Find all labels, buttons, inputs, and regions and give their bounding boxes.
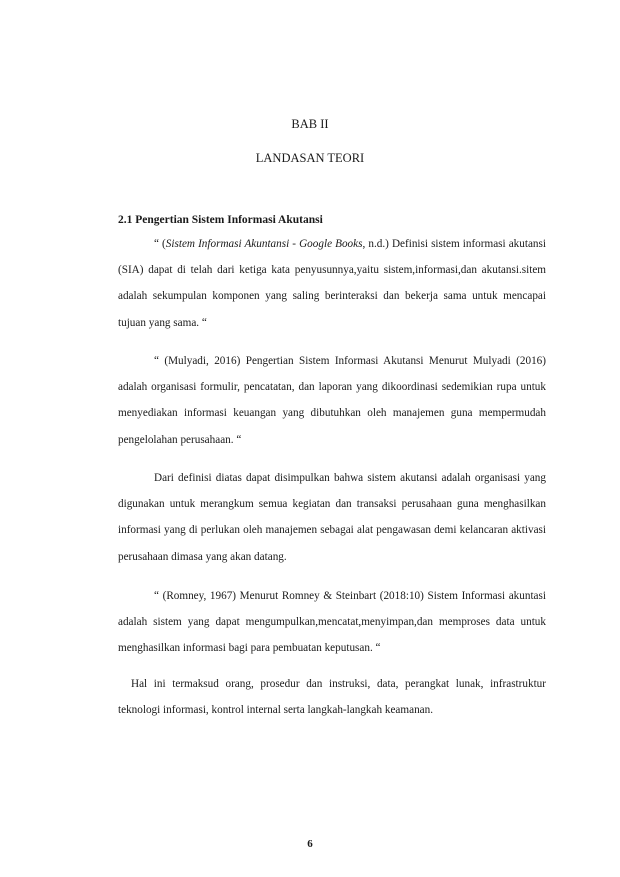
section-heading: 2.1 Pengertian Sistem Informasi Akutansi [118, 214, 323, 226]
chapter-title: LANDASAN TEORI [255, 151, 365, 165]
paragraph-text: , n.d.) Definisi sistem informasi akutansi (SIA) dapat di telah dari ketiga kata penyusunnya,yaitu sistem,informasi,dan akutansi.sitem adalah sekumpulan komponen yang saling berinteraksi dan bekerja sama untuk mencapai tujuan yang sama. “ [118, 238, 546, 329]
paragraph-mulyadi: “ (Mulyadi, 2016) Pengertian Sistem Informasi Akutansi Menurut Mulyadi (2016) adalah organisasi formulir, pencatatan, dan laporan yang dikoordinasi sedemikian rupa untuk menyediakan informasi keuangan yang dibutuhkan oleh manajemen guna mempermudah pengelolahan perusahaan. “ [118, 355, 546, 446]
paragraph-conclusion: Dari definisi diatas dapat disimpulkan bahwa sistem akutansi adalah organisasi yang digunakan untuk merangkum semua kegiatan dan transaksi perusahaan guna menghasilkan informasi yang di perlukan oleh manajemen sebagai alat pengawasan demi kelancaran aktivasi perusahaan dimasa yang akan datang. [118, 472, 546, 563]
citation-italic: Sistem Informasi Akuntansi - Google Books [165, 238, 363, 250]
paragraph-sia-definition [118, 231, 546, 336]
quote-open: “ ( [154, 238, 166, 250]
paragraph-romney: “ (Romney, 1967) Menurut Romney & Steinbart (2018:10) Sistem Informasi akuntasi adalah sistem yang dapat mengumpulkan,mencatat,menyimpan,dan memproses data untuk menghasilkan informasi bagi para pembuatan keputusan. “ [118, 590, 546, 655]
chapter-label: BAB II [291, 117, 329, 131]
paragraph-components: Hal ini termaksud orang, prosedur dan instruksi, data, perangkat lunak, infrastruktur teknologi informasi, kontrol internal serta langkah-langkah keamanan. [118, 678, 546, 717]
page-number: 6 [307, 838, 313, 850]
